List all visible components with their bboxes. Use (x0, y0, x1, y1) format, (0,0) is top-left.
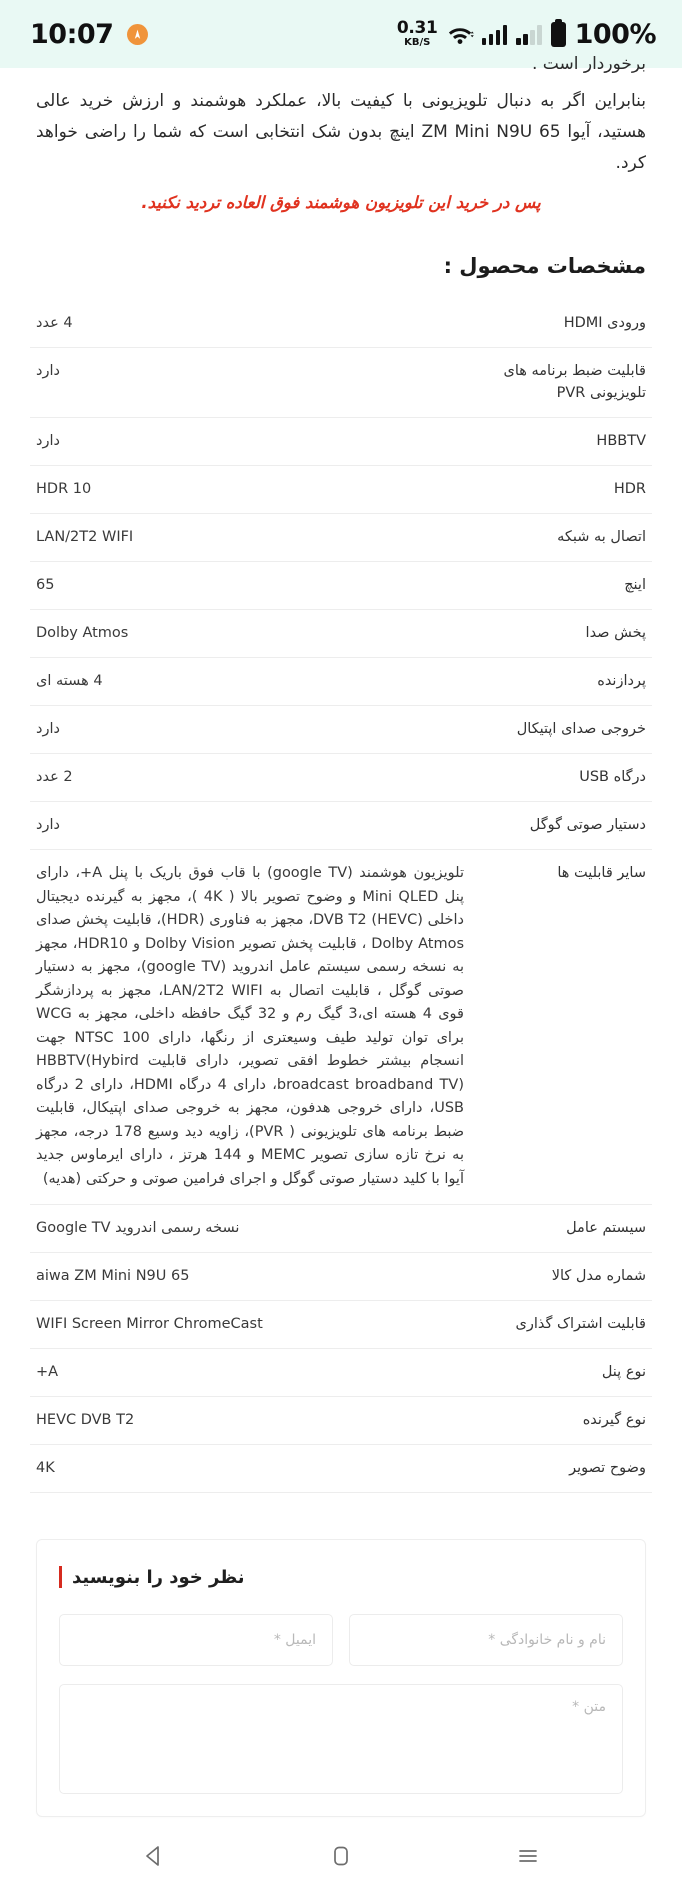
table-row (30, 1349, 652, 1397)
spec-label: پردازنده (597, 673, 646, 689)
intro-block (0, 82, 682, 216)
table-row (30, 300, 652, 348)
spec-value: 2 عدد (36, 769, 73, 785)
spec-label: شماره مدل کالا (551, 1268, 646, 1284)
spec-label: HDR (613, 481, 646, 497)
spec-label: اینچ (624, 577, 646, 593)
clipped-text-line (0, 54, 682, 82)
spec-label: نوع پنل (601, 1364, 646, 1380)
status-bar-left (30, 19, 148, 50)
email-field-placeholder: ایمیل * (273, 1632, 316, 1648)
spec-label: سایر قابلیت ها (557, 865, 646, 881)
clipped-text: برخوردار است . (532, 54, 646, 74)
spec-value: 65 (36, 577, 55, 593)
specifications-table (0, 300, 682, 1493)
battery-percent-label: 100% (574, 18, 656, 50)
network-speed-value: 0.31 (396, 18, 438, 38)
spec-value: Dolby Atmos (36, 625, 129, 641)
table-row (30, 802, 652, 850)
intro-paragraph: بنابراین اگر به دنبال تلویزیونی با کیفیت بالا، عملکرد هوشمند و ارزش خرید عالی هستید، آیوا ZM Mini N9U 65 اینچ بدون شک انتخابی است که شما را راضی خواهد کرد. (36, 91, 646, 173)
network-speed-unit: KB/S (404, 37, 431, 48)
table-row (30, 850, 652, 1205)
accent-bar-icon (59, 1566, 62, 1588)
spec-value: دارد (36, 817, 60, 833)
name-field-placeholder: نام و نام خانوادگی * (488, 1632, 606, 1648)
wifi-icon (447, 24, 473, 45)
spec-label: نوع گیرنده (582, 1412, 646, 1428)
status-time: 10:07 (30, 18, 114, 50)
name-field[interactable] (349, 1614, 623, 1666)
home-square-icon[interactable] (313, 1828, 369, 1884)
spec-label: وضوح تصویر (569, 1460, 646, 1476)
message-field[interactable] (59, 1684, 623, 1794)
page-title: مشخصات محصول : (443, 254, 646, 278)
spec-label: دستیار صوتی گوگل (529, 817, 646, 833)
spec-value: HEVC DVB T2 (36, 1412, 135, 1428)
table-row (30, 658, 652, 706)
android-navigation-bar (0, 1817, 682, 1895)
email-field[interactable] (59, 1614, 333, 1666)
signal-bars-dim-icon (516, 24, 542, 45)
table-row (30, 1445, 652, 1493)
table-row (30, 1301, 652, 1349)
status-bar-right (397, 19, 656, 50)
recents-menu-icon[interactable] (500, 1828, 556, 1884)
back-triangle-icon[interactable] (126, 1828, 182, 1884)
spec-label: HBBTV (596, 433, 646, 449)
page-content (0, 54, 682, 1817)
table-row (30, 1205, 652, 1253)
message-field-placeholder: متن * (572, 1699, 606, 1715)
spec-label: ورودی HDMI (563, 315, 646, 331)
table-row (30, 1397, 652, 1445)
table-row (30, 706, 652, 754)
spec-value: تلویزیون هوشمند (google TV) با قاب فوق باریک با پنل A+، دارای پنل Mini QLED و وضوح تصویر بالا ( 4K )، مجهز به گیرنده دیجیتال داخلی DVB T2 (HEVC)، مجهز به فناوری (HDR)، قابلیت پخش صدای Dolby Atmos ، قابلیت پخش تصویر Dolby Vision و HDR10، مجهز به نسخه رسمی سیستم عامل اندروید (google TV)، مجهز به دستیار صوتی گوگل ، قابلیت اتصال به LAN/2T2 WIFI، مجهز به پردازشگر قوی 4 هسته ای،3 گیگ رم و 32 گیگ حافظه داخلی، مجهز به WCG برای توان تولید طیف وسیعتری از رنگها، دارای NTSC 100 جهت انسجام بیشتر خطوط افقی تصویر، دارای قابلیت HBBTV(Hybird broadcast broadband TV)، دارای 4 درگاه HDMI، دارای 2 درگاه USB، دارای خروجی هدفون، مجهز به خروجی صدای اپتیکال، قابلیت ضبط برنامه های تلویزیونی ( PVR)، زاویه دید وسیع 178 درجه، مجهز به نرخ تازه سازی تصویر MEMC و 144 هرتز ، دارای ایرماوس جدید آیوا با کلید دستیار صوتی گوگل و اجرای فرامین صوتی و حرکتی (هدیه) (36, 865, 465, 1187)
spec-label: اتصال به شبکه (557, 529, 646, 545)
spec-label: سیستم عامل (566, 1220, 646, 1236)
table-row (30, 514, 652, 562)
table-row (30, 610, 652, 658)
table-row (30, 348, 652, 418)
comment-form-title (59, 1566, 623, 1588)
comment-form-name-email-row (59, 1614, 623, 1666)
battery-full-icon (551, 22, 566, 47)
location-arrow-icon (127, 24, 148, 45)
promo-text: پس در خرید این تلویزیون هوشمند فوق العاده تردید نکنید. (141, 193, 541, 212)
spec-value: دارد (36, 433, 60, 449)
spec-label: خروجی صدای اپتیکال (516, 721, 646, 737)
table-row (30, 562, 652, 610)
spec-label: پخش صدا (585, 625, 646, 641)
signal-bars-icon (482, 24, 508, 45)
network-speed-indicator (397, 20, 438, 48)
spec-value: HDR 10 (36, 481, 92, 497)
spec-value: LAN/2T2 WIFI (36, 529, 134, 545)
spec-value: دارد (36, 721, 60, 737)
spec-value: دارد (36, 363, 60, 379)
spec-value: 4K (36, 1460, 55, 1476)
table-row (30, 418, 652, 466)
spec-label: درگاه USB (579, 769, 646, 785)
spec-value: 4 هسته ای (36, 673, 103, 689)
table-row (30, 466, 652, 514)
table-row (30, 754, 652, 802)
spec-value: A+ (36, 1364, 59, 1380)
spec-value: 4 عدد (36, 315, 73, 331)
spec-value: aiwa ZM Mini N9U 65 (36, 1268, 190, 1284)
spec-label: قابلیت اشتراک گذاری (515, 1316, 646, 1332)
spec-value: WIFI Screen Mirror ChromeCast (36, 1316, 263, 1332)
spec-value: نسخه رسمی اندروید Google TV (36, 1220, 240, 1236)
table-row (30, 1253, 652, 1301)
comment-form-card (36, 1539, 646, 1817)
comment-form-title-label: نظر خود را بنویسید (72, 1566, 245, 1588)
spec-label: قابلیت ضبط برنامه های تلویزیونی PVR (503, 363, 646, 401)
